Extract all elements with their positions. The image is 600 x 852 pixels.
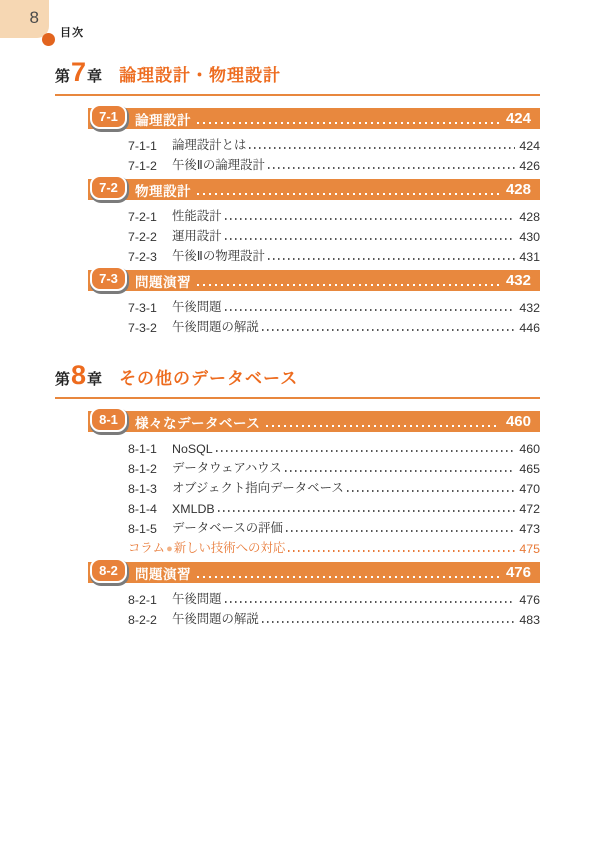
section-title: 論理設計 bbox=[135, 112, 191, 128]
toc-item bbox=[128, 224, 540, 244]
toc-item bbox=[128, 587, 540, 607]
item-title: 新しい技術への対応 bbox=[173, 541, 286, 555]
section-header-bar bbox=[88, 108, 540, 129]
section-number-badge: 7-3 bbox=[90, 266, 127, 291]
item-page-number: 465 bbox=[519, 462, 540, 476]
toc-section bbox=[55, 411, 540, 556]
item-number: 8-1-3 bbox=[128, 482, 157, 496]
toc-item bbox=[128, 204, 540, 224]
section-page-number: 460 bbox=[505, 413, 531, 430]
item-number: 8-1-1 bbox=[128, 442, 157, 456]
toc-column-item bbox=[128, 536, 540, 556]
toc-item bbox=[128, 315, 540, 335]
section-page-number: 476 bbox=[505, 564, 531, 581]
item-number: 8-1-2 bbox=[128, 462, 157, 476]
item-title: 午後問題の解説 bbox=[172, 320, 259, 334]
chapter-block bbox=[55, 361, 540, 627]
chapter-title: その他のデータベース bbox=[119, 369, 299, 388]
dotted-leader bbox=[262, 329, 516, 331]
item-number: 7-2-2 bbox=[128, 230, 157, 244]
chapter-block bbox=[55, 58, 540, 335]
item-page-number: 431 bbox=[519, 250, 540, 264]
toc-section bbox=[55, 108, 540, 173]
dotted-leader bbox=[286, 530, 515, 532]
toc-item bbox=[128, 133, 540, 153]
item-title: NoSQL bbox=[172, 442, 213, 456]
dotted-leader bbox=[268, 167, 515, 169]
section-number-badge: 7-1 bbox=[90, 104, 127, 129]
chapter-prefix: 第 bbox=[55, 68, 71, 85]
dotted-leader bbox=[266, 425, 500, 427]
column-label: コラム bbox=[128, 541, 166, 555]
item-page-number: 476 bbox=[519, 593, 540, 607]
item-number: 8-2-2 bbox=[128, 613, 157, 627]
item-number: 8-2-1 bbox=[128, 593, 157, 607]
item-title: データウェアハウス bbox=[172, 461, 282, 475]
table-of-contents bbox=[55, 58, 540, 627]
page-number: 8 bbox=[29, 8, 39, 27]
toc-item bbox=[128, 496, 540, 516]
item-page-number: 472 bbox=[519, 502, 540, 516]
chapter-suffix: 章 bbox=[87, 371, 103, 388]
dotted-leader bbox=[225, 218, 516, 220]
item-page-number: 483 bbox=[519, 613, 540, 627]
section-header-bar bbox=[88, 562, 540, 583]
toc-item bbox=[128, 607, 540, 627]
section-page-number: 424 bbox=[505, 110, 531, 127]
item-number: 7-1-2 bbox=[128, 159, 157, 173]
item-page-number: 473 bbox=[519, 522, 540, 536]
dotted-leader bbox=[249, 147, 515, 149]
section-header-bar bbox=[88, 179, 540, 200]
item-title: 午後問題の解説 bbox=[172, 612, 259, 626]
section-items bbox=[128, 295, 540, 335]
item-number: 7-2-1 bbox=[128, 210, 157, 224]
section-items bbox=[128, 133, 540, 173]
toc-item bbox=[128, 436, 540, 456]
dotted-leader bbox=[262, 621, 516, 623]
chapter-heading bbox=[55, 58, 540, 96]
toc-item bbox=[128, 456, 540, 476]
item-title: 午後Ⅱの物理設計 bbox=[172, 249, 265, 263]
item-title: 午後問題 bbox=[172, 300, 222, 314]
toc-item bbox=[128, 153, 540, 173]
chapter-number: 8 bbox=[71, 360, 87, 390]
dotted-leader bbox=[225, 238, 516, 240]
item-page-number: 475 bbox=[519, 542, 540, 556]
item-page-number: 470 bbox=[519, 482, 540, 496]
item-title: 運用設計 bbox=[172, 229, 222, 243]
chapter-prefix: 第 bbox=[55, 371, 71, 388]
item-number: 8-1-4 bbox=[128, 502, 157, 516]
toc-section bbox=[55, 179, 540, 264]
item-title: 午後Ⅱの論理設計 bbox=[172, 158, 265, 172]
item-title: 午後問題 bbox=[172, 592, 222, 606]
section-page-number: 428 bbox=[505, 181, 531, 198]
item-number: 8-1-5 bbox=[128, 522, 157, 536]
dotted-leader bbox=[288, 550, 515, 552]
section-items bbox=[128, 436, 540, 556]
chapter-suffix: 章 bbox=[87, 68, 103, 85]
toc-section bbox=[55, 270, 540, 335]
dotted-leader bbox=[216, 450, 516, 452]
item-title: 性能設計 bbox=[172, 209, 222, 223]
section-items bbox=[128, 587, 540, 627]
section-title: 様々なデータベース bbox=[135, 415, 261, 431]
item-title: オブジェクト指向データベース bbox=[172, 481, 344, 495]
dotted-leader bbox=[225, 601, 516, 603]
item-number: 7-3-1 bbox=[128, 301, 157, 315]
toc-item bbox=[128, 516, 540, 536]
item-page-number: 426 bbox=[519, 159, 540, 173]
dotted-leader bbox=[225, 309, 516, 311]
item-title: 論理設計とは bbox=[172, 138, 247, 152]
chapter-title: 論理設計・物理設計 bbox=[119, 66, 282, 85]
chapter-heading bbox=[55, 361, 540, 399]
dotted-leader bbox=[197, 193, 500, 195]
item-number: 7-2-3 bbox=[128, 250, 157, 264]
item-title: XMLDB bbox=[172, 502, 215, 516]
section-number-badge: 8-1 bbox=[90, 407, 127, 432]
item-page-number: 460 bbox=[519, 442, 540, 456]
header-title: 目次 bbox=[60, 27, 84, 39]
item-page-number: 432 bbox=[519, 301, 540, 315]
item-page-number: 446 bbox=[519, 321, 540, 335]
dotted-leader bbox=[197, 576, 500, 578]
corner-dot-icon bbox=[42, 33, 55, 46]
section-number-badge: 7-2 bbox=[90, 175, 127, 200]
chapter-number: 7 bbox=[71, 57, 87, 87]
dotted-leader bbox=[197, 284, 500, 286]
section-items bbox=[128, 204, 540, 264]
page-number-tab bbox=[0, 0, 49, 38]
item-page-number: 428 bbox=[519, 210, 540, 224]
item-number: 7-1-1 bbox=[128, 139, 157, 153]
item-title: データベースの評価 bbox=[172, 521, 283, 535]
toc-section bbox=[55, 562, 540, 627]
section-page-number: 432 bbox=[505, 272, 531, 289]
item-page-number: 424 bbox=[519, 139, 540, 153]
toc-item bbox=[128, 476, 540, 496]
bullet-icon: ● bbox=[166, 543, 173, 555]
toc-item bbox=[128, 295, 540, 315]
section-header-bar bbox=[88, 270, 540, 291]
section-number-badge: 8-2 bbox=[90, 558, 127, 583]
dotted-leader bbox=[285, 470, 516, 472]
section-title: 問題演習 bbox=[135, 566, 191, 582]
dotted-leader bbox=[218, 510, 516, 512]
section-title: 問題演習 bbox=[135, 274, 191, 290]
item-page-number: 430 bbox=[519, 230, 540, 244]
section-header-bar bbox=[88, 411, 540, 432]
item-number: 7-3-2 bbox=[128, 321, 157, 335]
section-title: 物理設計 bbox=[135, 183, 191, 199]
toc-item bbox=[128, 244, 540, 264]
dotted-leader bbox=[197, 122, 500, 124]
dotted-leader bbox=[268, 258, 515, 260]
dotted-leader bbox=[347, 490, 516, 492]
